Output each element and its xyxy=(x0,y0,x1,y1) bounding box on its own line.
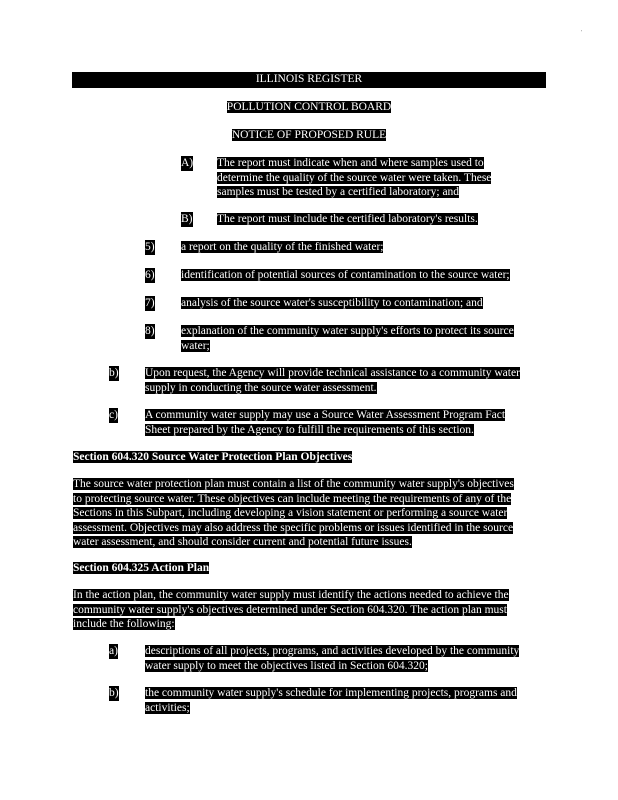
text-line: descriptions of all projects, programs, and activities developed by the community xyxy=(145,645,520,657)
text-line: The report must include the certified laboratory's results. xyxy=(217,213,478,225)
item-marker: c) xyxy=(109,409,118,421)
text-line: a report on the quality of the finished water; xyxy=(181,241,384,253)
notice-title-line xyxy=(0,128,618,143)
text-line: analysis of the source water's susceptibility to contamination; and xyxy=(181,297,483,309)
text-line: Sections in this Subpart, including developing a vision statement or performing a source water xyxy=(73,507,508,519)
section-320-body xyxy=(73,477,553,550)
item-text xyxy=(145,644,550,673)
item-marker: 6) xyxy=(145,269,155,281)
notice-title: NOTICE OF PROPOSED RULE xyxy=(231,129,387,141)
text-line: samples must be tested by a certified laboratory; and xyxy=(217,186,460,198)
text-line: to protecting source water. These objectives can include meeting the requirements of any of the xyxy=(73,492,512,505)
item-text xyxy=(181,296,551,311)
item-text xyxy=(181,324,551,353)
item-marker: 7) xyxy=(145,297,155,309)
item-marker: B) xyxy=(181,213,193,225)
item-marker: A) xyxy=(181,157,194,169)
item-marker: a) xyxy=(109,645,118,657)
text-line: water; xyxy=(181,339,210,352)
board-title-line xyxy=(0,100,618,115)
text-line: determine the quality of the source water were taken. These xyxy=(217,171,492,184)
item-marker: 8) xyxy=(145,325,155,337)
text-line: community water supply's objectives determined under Section 604.320. The action plan must xyxy=(73,603,507,616)
section-325-body xyxy=(73,588,553,632)
text-line: assessment. Objectives may also address the specific problems or issues identified in the source xyxy=(73,521,514,534)
item-text xyxy=(145,408,550,437)
page-mark: ' xyxy=(581,30,583,36)
section-heading: Section 604.320 Source Water Protection Plan Objectives xyxy=(73,451,353,463)
item-text xyxy=(181,240,551,255)
text-line: A community water supply may use a Source Water Assessment Program Fact xyxy=(145,409,506,421)
item-text xyxy=(145,366,550,395)
register-header xyxy=(72,72,546,88)
item-marker: b) xyxy=(109,367,119,379)
item-marker: 5) xyxy=(145,241,155,253)
section-heading: Section 604.325 Action Plan xyxy=(73,562,210,574)
item-text xyxy=(217,212,547,227)
board-title: POLLUTION CONTROL BOARD xyxy=(226,101,392,113)
section-325-heading xyxy=(73,561,209,576)
register-title: ILLINOIS REGISTER xyxy=(255,73,363,85)
item-text xyxy=(217,156,547,200)
text-line: Sheet prepared by the Agency to fulfill the requirements of this section. xyxy=(145,423,474,436)
item-text xyxy=(181,268,551,283)
item-marker: b) xyxy=(109,687,119,699)
text-line: explanation of the community water supply's efforts to protect its source xyxy=(181,325,514,337)
text-line: the community water supply's schedule for implementing projects, programs and xyxy=(145,687,517,699)
item-text xyxy=(145,686,550,715)
text-line: activities; xyxy=(145,701,190,714)
text-line: The source water protection plan must contain a list of the community water supply's objectives xyxy=(73,478,514,490)
text-line: Upon request, the Agency will provide technical assistance to a community water xyxy=(145,367,520,379)
text-line: include the following: xyxy=(73,618,175,630)
text-line: water assessment, and should consider current and potential future issues. xyxy=(73,536,412,548)
text-line: identification of potential sources of contamination to the source water; xyxy=(181,269,510,281)
text-line: supply in conducting the source water assessment. xyxy=(145,381,377,394)
text-line: The report must indicate when and where samples used to xyxy=(217,157,484,169)
text-line: In the action plan, the community water supply must identify the actions needed to achieve the xyxy=(73,589,509,601)
text-line: water supply to meet the objectives listed in Section 604.320; xyxy=(145,659,428,672)
section-320-heading xyxy=(73,450,352,465)
